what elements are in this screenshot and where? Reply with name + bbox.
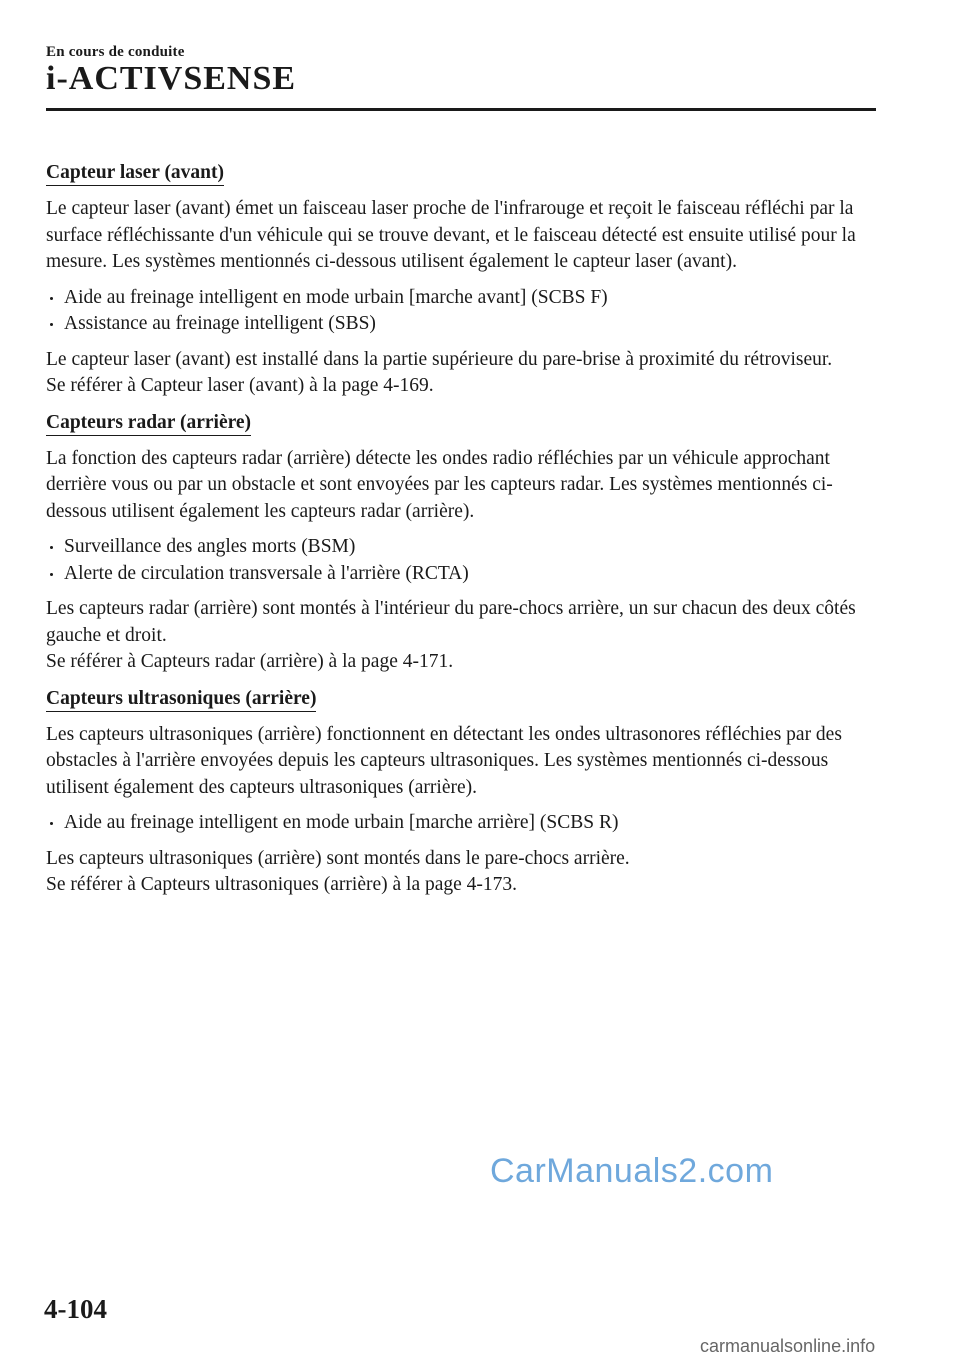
system-list [46, 534, 878, 587]
section-intro: La fonction des capteurs radar (arrière) détecte les ondes radio réfléchies par un véhicule approchant derrière vous ou par un obstacle et sont envoyées par les capteurs radar. Les systèmes mentionnés ci-dessous utilisent également les capteurs radar (arrière). [46, 447, 833, 522]
list-item: Alerte de circulation transversale à l'arrière (RCTA) [46, 561, 878, 588]
section-location: Le capteur laser (avant) est installé dans la partie supérieure du pare-brise à proximité du rétroviseur. Se référer à Capteur laser (avant) à la page 4-169. [46, 347, 878, 400]
document-body [46, 160, 878, 909]
section-heading: Capteurs radar (arrière) [46, 412, 251, 436]
watermark-logo: CarManuals2.com [490, 1152, 774, 1190]
chapter-label: En cours de conduite [46, 44, 185, 60]
section-radar-sensors [46, 410, 878, 676]
section-ultrasonic-sensors [46, 686, 878, 899]
section-intro: Le capteur laser (avant) émet un faisceau laser proche de l'infrarouge et reçoit le faisceau réfléchi par la surface réfléchissante d'un véhicule qui se trouve devant, et le faisceau détecté est ensuite utilisé pour la mesure. Les systèmes mentionnés ci-dessous utilisent également le capteur laser (avant). [46, 198, 856, 272]
section-heading: Capteur laser (avant) [46, 162, 224, 186]
page-number: 4-104 [44, 1294, 107, 1324]
bullet-dot-icon [50, 297, 53, 300]
list-item: Surveillance des angles morts (BSM) [46, 534, 878, 561]
page-reference: Se référer à Capteurs radar (arrière) à la page 4-171. [46, 651, 454, 672]
bullet-dot-icon [50, 546, 53, 549]
system-list [46, 285, 878, 338]
list-item: Assistance au freinage intelligent (SBS) [46, 311, 878, 338]
header-divider [46, 108, 876, 111]
page-title: i-ACTIVSENSE [46, 60, 297, 97]
bullet-dot-icon [50, 323, 53, 326]
footer-site-link[interactable]: carmanualsonline.info [700, 1336, 876, 1356]
section-intro: Les capteurs ultrasoniques (arrière) fonctionnent en détectant les ondes ultrasonores réfléchies par des obstacles à l'arrière envoyées depuis les capteurs ultrasoniques. Les systèmes mentionnés ci-dessous utilisent également des capteurs ultrasoniques (arrière). [46, 723, 842, 798]
list-item: Aide au freinage intelligent en mode urbain [marche avant] (SCBS F) [46, 285, 878, 312]
system-list [46, 810, 878, 837]
page-reference: Se référer à Capteur laser (avant) à la page 4-169. [46, 375, 434, 396]
section-heading: Capteurs ultrasoniques (arrière) [46, 688, 316, 712]
page-reference: Se référer à Capteurs ultrasoniques (arrière) à la page 4-173. [46, 874, 518, 895]
bullet-dot-icon [50, 573, 53, 576]
section-location: Les capteurs radar (arrière) sont montés à l'intérieur du pare-chocs arrière, un sur chacun des deux côtés gauche et droit. Se référer à Capteurs radar (arrière) à la page 4-171. [46, 596, 878, 676]
section-laser-sensor [46, 160, 878, 400]
list-item: Aide au freinage intelligent en mode urbain [marche arrière] (SCBS R) [46, 810, 878, 837]
section-location: Les capteurs ultrasoniques (arrière) sont montés dans le pare-chocs arrière. Se référer à Capteurs ultrasoniques (arrière) à la page 4-173. [46, 846, 878, 899]
bullet-dot-icon [50, 822, 53, 825]
